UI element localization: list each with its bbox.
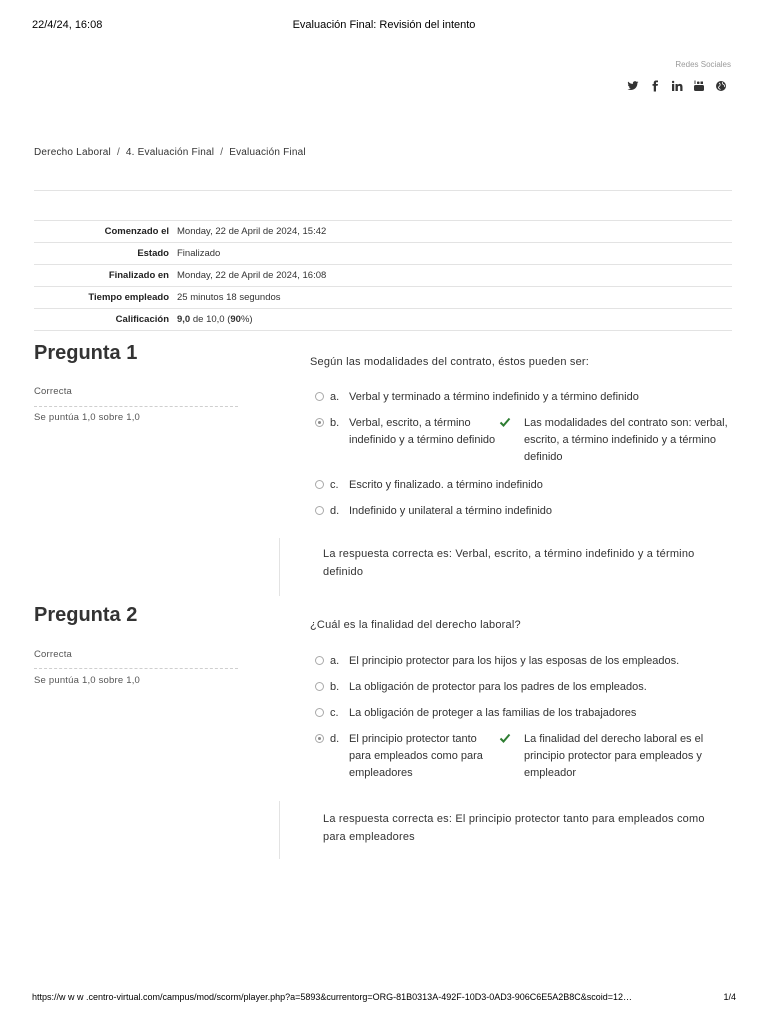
radio-button[interactable] (315, 708, 324, 717)
print-header (32, 19, 736, 33)
correct-answer-text: La respuesta correcta es: El principio protector tanto para empleados como para empleadores (323, 813, 705, 843)
summary-row (34, 221, 732, 243)
question-status: Correcta (34, 386, 73, 397)
answer-option-d[interactable] (315, 731, 735, 783)
option-text: Indefinido y unilateral a término indefinido (349, 505, 553, 517)
radio-button-selected[interactable] (315, 734, 324, 743)
option-letter: d. (330, 733, 340, 745)
option-text: Verbal y terminado a término indefinido y a término definido (349, 391, 639, 403)
option-text: La obligación de proteger a las familias de los trabajadores (349, 707, 637, 719)
question-grade: Se puntúa 1,0 sobre 1,0 (34, 412, 141, 423)
facebook-icon[interactable] (648, 79, 662, 93)
social-label: Redes Sociales (675, 60, 731, 69)
summary-label: Finalizado en (108, 270, 169, 281)
question-text: ¿Cuál es la finalidad del derecho laboral? (310, 619, 521, 631)
option-text: La obligación de protector para los padres de los empleados. (349, 681, 647, 693)
breadcrumb-quiz[interactable]: Evaluación Final (229, 147, 306, 158)
answer-option-c[interactable] (315, 705, 735, 722)
answer-option-b[interactable] (315, 679, 735, 696)
grade-percent: 90 (230, 314, 241, 325)
summary-row (34, 265, 732, 287)
linkedin-icon[interactable] (670, 79, 684, 93)
option-letter: b. (330, 417, 340, 429)
page-url: https://w w w .centro-virtual.com/campus/mod/scorm/player.php?a=5893&currentorg=ORG-81B0313A-492F-10D3-0AD3-906C6E5A2B8C&scoid=12… (32, 992, 633, 1002)
summary-value: 25 minutos 18 segundos (177, 292, 281, 303)
summary-value: Monday, 22 de April de 2024, 15:42 (177, 226, 327, 237)
question-title: Pregunta 1 (34, 342, 138, 364)
option-letter: d. (330, 505, 340, 517)
answer-option-d[interactable] (315, 503, 735, 520)
breadcrumb (34, 147, 306, 158)
globe-icon[interactable] (714, 79, 728, 93)
breadcrumb-separator: / (220, 147, 224, 158)
option-text: Escrito y finalizado. a término indefinido (349, 479, 543, 491)
option-text: Verbal, escrito, a término indefinido y a término definido (349, 417, 496, 446)
social-links (626, 79, 728, 93)
question-text: Según las modalidades del contrato, éstos pueden ser: (310, 356, 590, 368)
option-text: El principio protector tanto para empleados como para empleadores (349, 733, 483, 779)
summary-label: Comenzado el (104, 226, 169, 237)
info-divider (34, 406, 238, 407)
answer-option-b[interactable] (315, 415, 735, 467)
option-feedback: La finalidad del derecho laboral es el principio protector para empleados y empleador (524, 733, 704, 779)
answer-option-a[interactable] (315, 389, 735, 406)
feedback-divider (279, 801, 280, 859)
correct-check-icon (499, 416, 511, 428)
summary-value: Finalizado (177, 248, 221, 259)
option-letter: b. (330, 681, 340, 693)
summary-label: Calificación (115, 314, 169, 325)
option-letter: a. (330, 655, 340, 667)
attempt-summary-table (34, 220, 732, 331)
summary-label: Tiempo empleado (88, 292, 169, 303)
summary-row (34, 243, 732, 265)
answer-option-c[interactable] (315, 477, 735, 494)
info-divider (34, 668, 238, 669)
grade-of: de 10,0 ( (192, 314, 231, 325)
option-letter: a. (330, 391, 340, 403)
breadcrumb-section[interactable]: 4. Evaluación Final (125, 147, 215, 158)
question-title: Pregunta 2 (34, 604, 138, 626)
grade-value (177, 309, 732, 331)
summary-row (34, 309, 732, 331)
summary-label: Estado (137, 248, 169, 259)
option-letter: c. (330, 479, 339, 491)
radio-button[interactable] (315, 480, 324, 489)
radio-button-selected[interactable] (315, 418, 324, 427)
summary-value: Monday, 22 de April de 2024, 16:08 (177, 270, 327, 281)
breadcrumb-course[interactable]: Derecho Laboral (34, 147, 111, 158)
grade-score: 9,0 (177, 314, 191, 325)
print-datetime: 22/4/24, 16:08 (32, 19, 103, 31)
youtube-icon[interactable] (692, 79, 706, 93)
radio-button[interactable] (315, 682, 324, 691)
radio-button[interactable] (315, 392, 324, 401)
grade-close: %) (240, 314, 253, 325)
radio-button[interactable] (315, 656, 324, 665)
divider (34, 190, 732, 191)
breadcrumb-separator: / (116, 147, 120, 158)
radio-button[interactable] (315, 506, 324, 515)
correct-answer-text: La respuesta correcta es: Verbal, escrito, a término indefinido y a término definido (323, 548, 695, 578)
question-grade: Se puntúa 1,0 sobre 1,0 (34, 675, 141, 686)
summary-row (34, 287, 732, 309)
question-status: Correcta (34, 649, 73, 660)
page-number: 1/4 (723, 992, 736, 1002)
option-letter: c. (330, 707, 339, 719)
twitter-icon[interactable] (626, 79, 640, 93)
option-text: El principio protector para los hijos y las esposas de los empleados. (349, 655, 680, 667)
answer-option-a[interactable] (315, 653, 735, 670)
print-title: Evaluación Final: Revisión del intento (292, 19, 476, 31)
correct-check-icon (499, 732, 511, 744)
option-feedback: Las modalidades del contrato son: verbal, escrito, a término indefinido y a término definido (524, 417, 728, 463)
feedback-divider (279, 538, 280, 596)
